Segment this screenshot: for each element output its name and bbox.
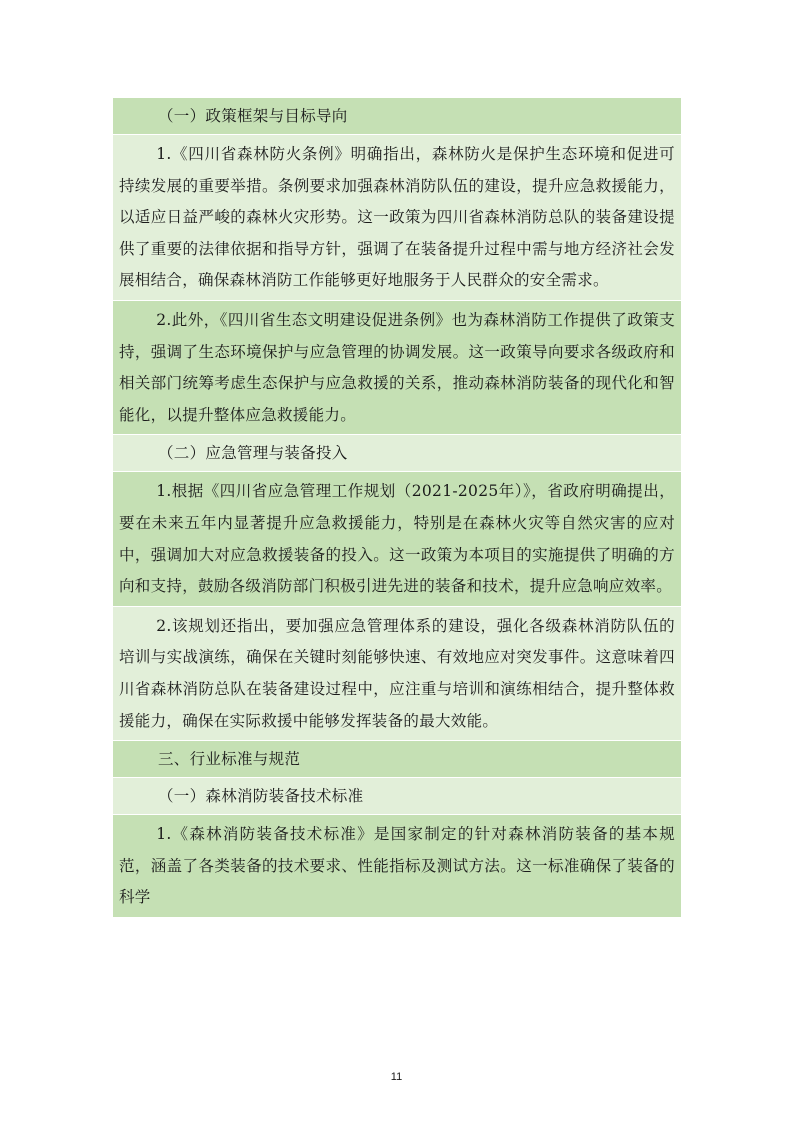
- section-heading-industry-standards: 三、行业标准与规范: [113, 741, 681, 778]
- section-heading-policy-framework: （一）政策框架与目标导向: [113, 98, 681, 135]
- paragraph-ecological-regulation: 2.此外，《四川省生态文明建设促进条例》也为森林消防工作提供了政策支持，强调了生态环境保护与应急管理的协调发展。这一政策导向要求各级政府和相关部门统筹考虑生态保护与应急救援的关系，推动森林消防装备的现代化和智能化，以提升整体应急救援能力。: [113, 301, 681, 435]
- page-number: 11: [390, 1071, 403, 1083]
- document-body: [113, 98, 681, 918]
- paragraph-emergency-plan: 1.根据《四川省应急管理工作规划（2021-2025年）》，省政府明确提出，要在未来五年内显著提升应急救援能力，特别是在森林火灾等自然灾害的应对中，强调加大对应急救援装备的投入。这一政策为本项目的实施提供了明确的方向和支持，鼓励各级消防部门积极引进先进的装备和技术，提升应急响应效率。: [113, 472, 681, 606]
- section-heading-emergency-management: （二）应急管理与装备投入: [113, 435, 681, 472]
- paragraph-training-drills: 2.该规划还指出，要加强应急管理体系的建设，强化各级森林消防队伍的培训与实战演练，确保在关键时刻能够快速、有效地应对突发事件。这意味着四川省森林消防总队在装备建设过程中，应注重与培训和演练相结合，提升整体救援能力，确保在实际救援中能够发挥装备的最大效能。: [113, 607, 681, 741]
- section-heading-equipment-standards: （一）森林消防装备技术标准: [113, 778, 681, 815]
- paragraph-equipment-standard: 1.《森林消防装备技术标准》是国家制定的针对森林消防装备的基本规范，涵盖了各类装备的技术要求、性能指标及测试方法。这一标准确保了装备的科学: [113, 815, 681, 918]
- paragraph-forest-fire-regulation: 1.《四川省森林防火条例》明确指出，森林防火是保护生态环境和促进可持续发展的重要举措。条例要求加强森林消防队伍的建设，提升应急救援能力，以适应日益严峻的森林火灾形势。这一政策为四川省森林消防总队的装备建设提供了重要的法律依据和指导方针，强调了在装备提升过程中需与地方经济社会发展相结合，确保森林消防工作能够更好地服务于人民群众的安全需求。: [113, 135, 681, 301]
